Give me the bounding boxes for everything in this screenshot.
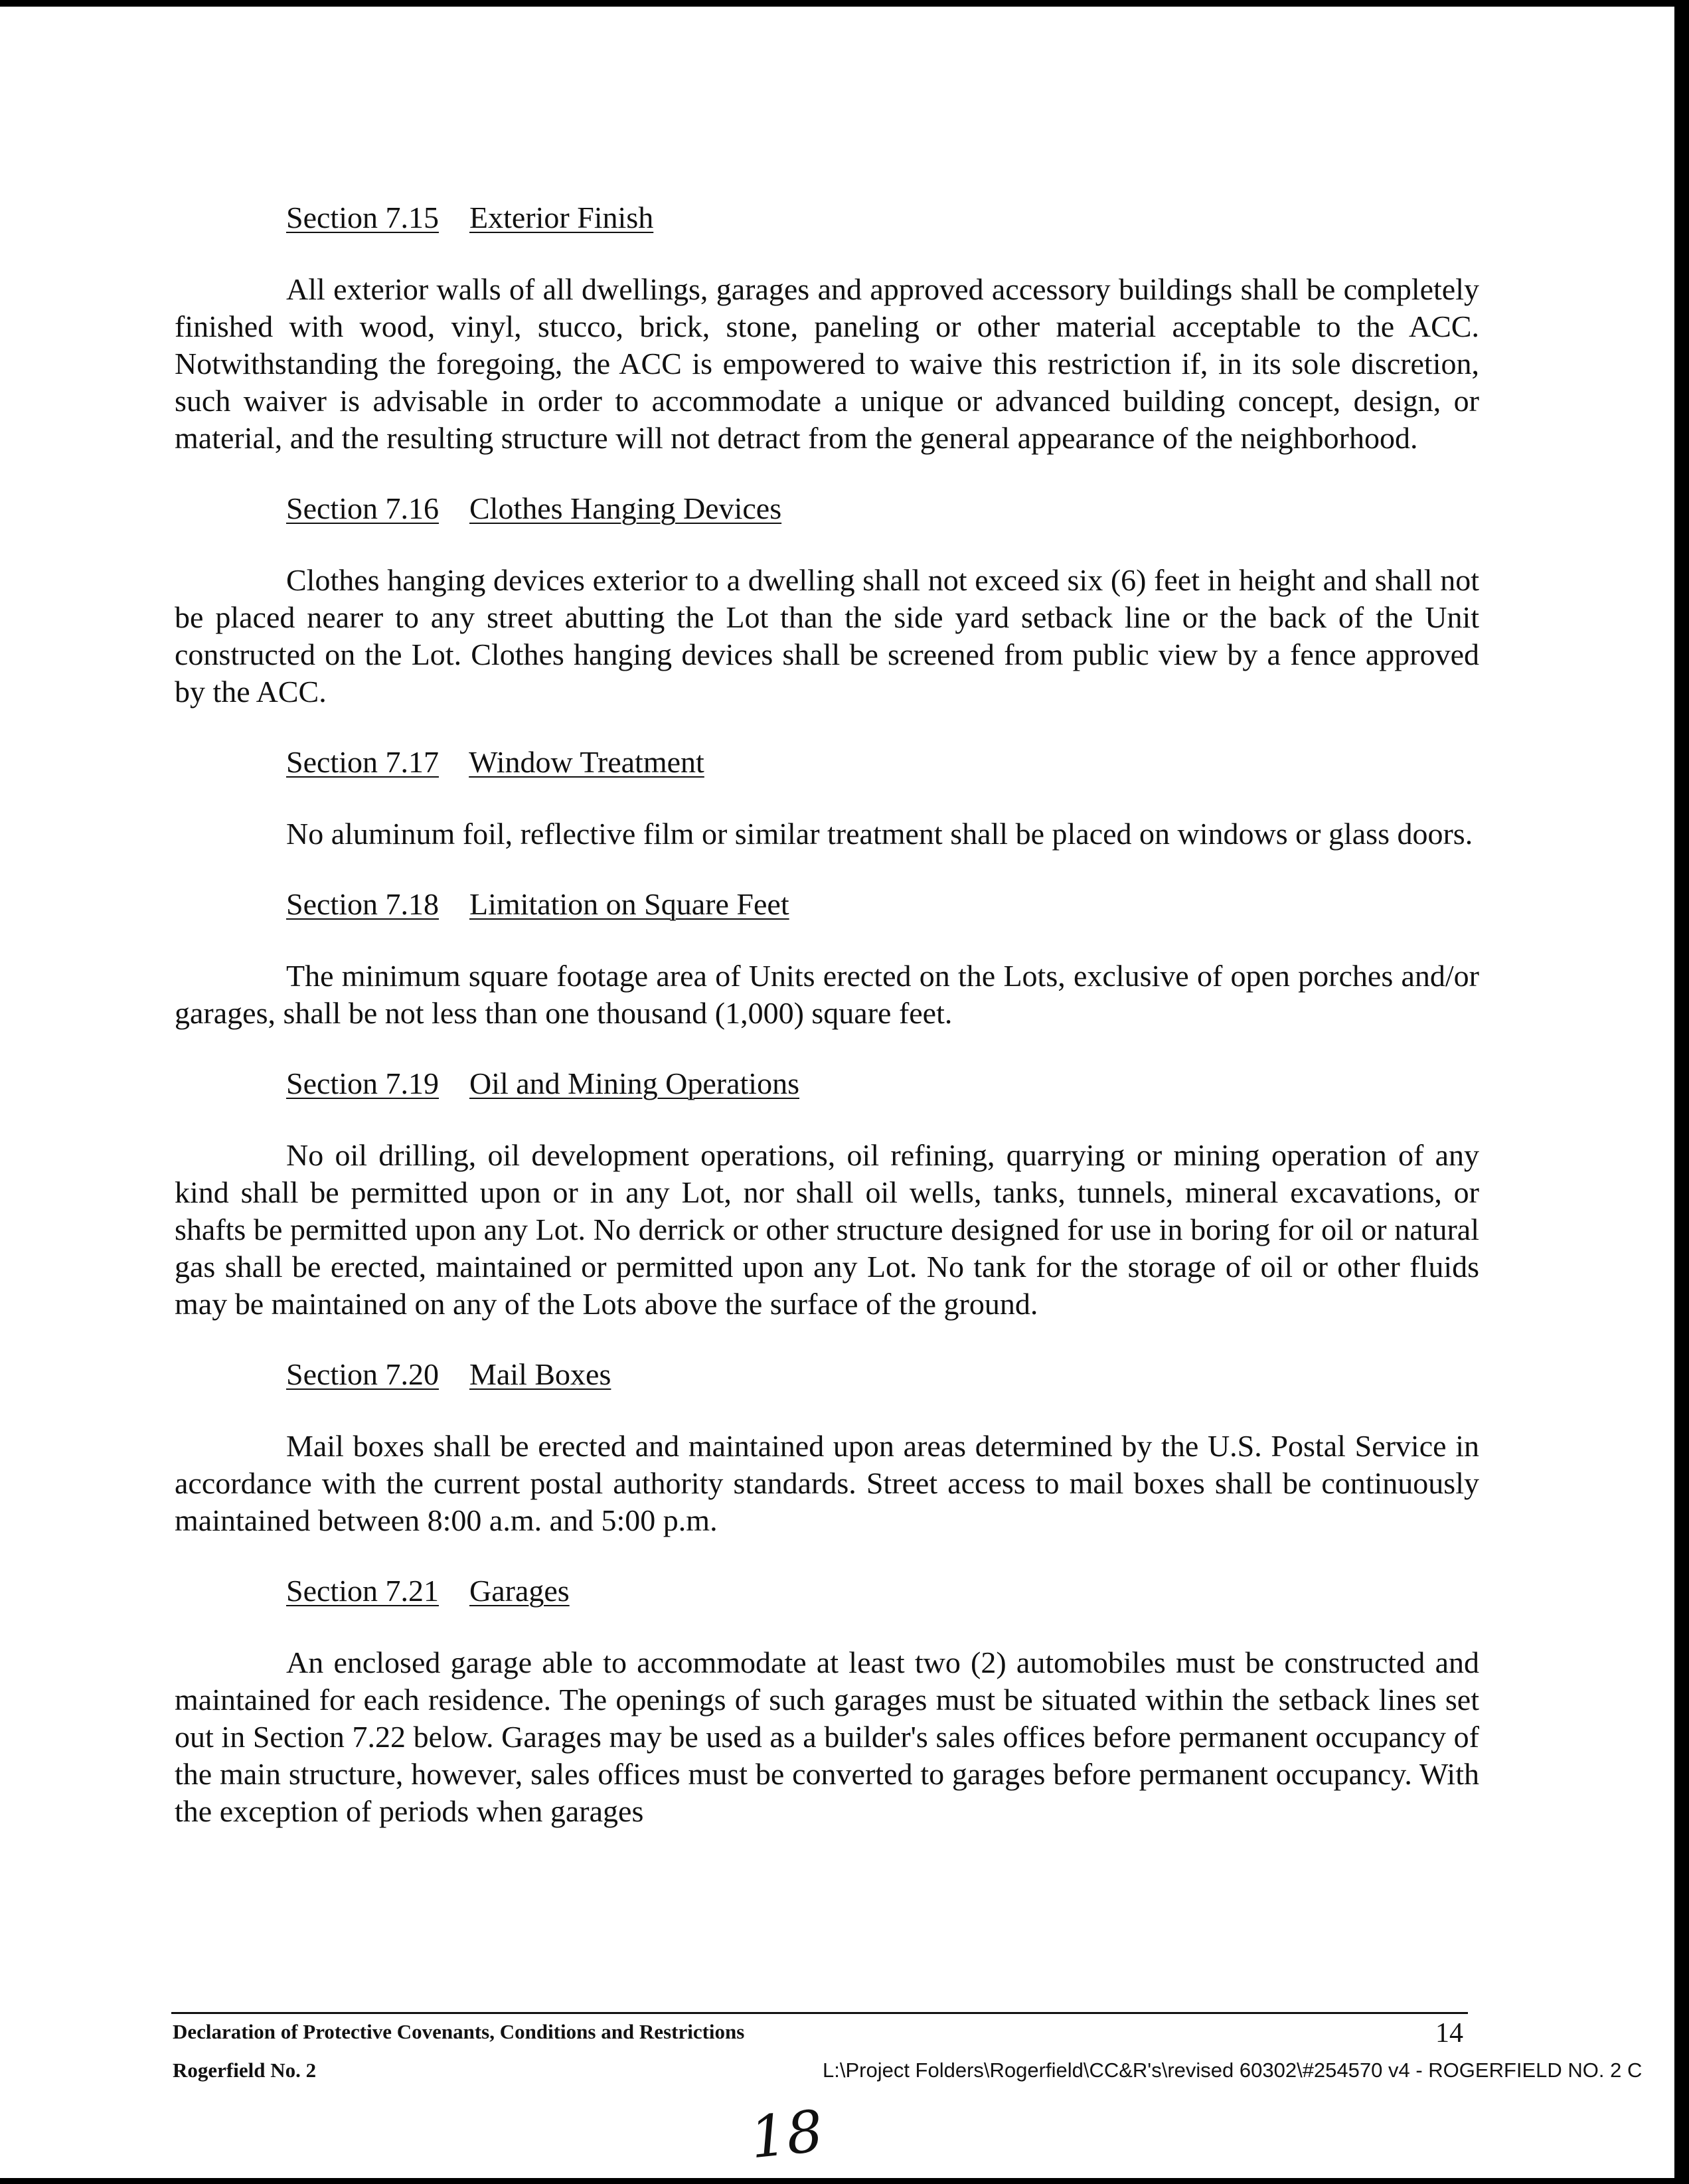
section-title: Window Treatment bbox=[469, 745, 704, 779]
footer-subtitle: Rogerfield No. 2 bbox=[173, 2058, 317, 2082]
section-7-17 bbox=[175, 744, 1479, 853]
section-body: The minimum square footage area of Units erected on the Lots, exclusive of open porches and/or garages, shall be not less than one thousand (1,000) square feet. bbox=[175, 959, 1479, 1030]
section-title: Limitation on Square Feet bbox=[469, 887, 789, 921]
section-title: Clothes Hanging Devices bbox=[469, 491, 782, 525]
handwritten-page-number: 18 bbox=[747, 2098, 827, 2172]
section-body: Clothes hanging devices exterior to a dwelling shall not exceed six (6) feet in height and shall not be placed nearer to any street abutting the Lot than the side yard setback line or the back of the Unit constructed on the Lot. Clothes hanging devices shall be screened from public view by a fence approved by the ACC. bbox=[175, 563, 1479, 709]
section-number: Section 7.18 bbox=[286, 887, 439, 921]
section-number: Section 7.21 bbox=[286, 1574, 439, 1608]
document-body bbox=[175, 199, 1479, 1863]
section-number: Section 7.19 bbox=[286, 1066, 439, 1100]
scan-border-top bbox=[0, 0, 1689, 7]
section-7-18 bbox=[175, 886, 1479, 1032]
section-heading bbox=[286, 1065, 1479, 1102]
footer-page-number: 14 bbox=[1435, 2018, 1463, 2049]
section-body: An enclosed garage able to accommodate at least two (2) automobiles must be constructed and maintained for each residence. The openings of such garages must be situated within the setback lines set out in Section 7.22 below. Garages may be used as a builder's sales offices before permanent occupancy of the main structure, however, sales offices must be converted to garages before permanent occupancy. With the exception of periods when garages bbox=[175, 1645, 1479, 1828]
section-number: Section 7.20 bbox=[286, 1357, 439, 1391]
section-title: Garages bbox=[469, 1574, 570, 1608]
footer-document-title: Declaration of Protective Covenants, Conditions and Restrictions bbox=[173, 2020, 745, 2043]
section-7-20 bbox=[175, 1356, 1479, 1539]
scan-border-right bbox=[1674, 0, 1689, 2184]
section-title: Oil and Mining Operations bbox=[469, 1066, 799, 1100]
section-7-15 bbox=[175, 199, 1479, 457]
section-number: Section 7.15 bbox=[286, 201, 439, 234]
footer-divider bbox=[171, 2012, 1468, 2014]
section-heading bbox=[286, 1572, 1479, 1610]
section-heading bbox=[286, 490, 1479, 527]
section-number: Section 7.16 bbox=[286, 491, 439, 525]
section-heading bbox=[286, 886, 1479, 923]
section-heading bbox=[286, 199, 1479, 236]
section-body: No oil drilling, oil development operations, oil refining, quarrying or mining operation of any kind shall be permitted upon or in any Lot, nor shall oil wells, tanks, tunnels, mineral excavations, or shafts be permitted upon any Lot. No derrick or other structure designed for use in boring for oil or natural gas shall be erected, maintained or permitted upon any Lot. No tank for the storage of oil or other fluids may be maintained on any of the Lots above the surface of the ground. bbox=[175, 1138, 1479, 1321]
section-body: All exterior walls of all dwellings, garages and approved accessory buildings shall be completely finished with wood, vinyl, stucco, brick, stone, paneling or other material acceptable to the ACC. Notwithstanding the foregoing, the ACC is empowered to waive this restriction if, in its sole discretion, such waiver is advisable in order to accommodate a unique or advanced building concept, design, or material, and the resulting structure will not detract from the general appearance of the neighborhood. bbox=[175, 272, 1479, 455]
scan-border-bottom bbox=[0, 2178, 1689, 2184]
section-body: No aluminum foil, reflective film or similar treatment shall be placed on windows or glass doors. bbox=[286, 817, 1473, 851]
section-7-19 bbox=[175, 1065, 1479, 1323]
section-7-16 bbox=[175, 490, 1479, 711]
footer-file-path: L:\Project Folders\Rogerfield\CC&R's\revised 60302\#254570 v4 - ROGERFIELD NO. 2 C bbox=[823, 2058, 1643, 2082]
section-heading bbox=[286, 1356, 1479, 1393]
section-title: Exterior Finish bbox=[469, 201, 654, 234]
section-title: Mail Boxes bbox=[469, 1357, 611, 1391]
section-7-21 bbox=[175, 1572, 1479, 1830]
section-number: Section 7.17 bbox=[286, 745, 439, 779]
section-heading bbox=[286, 744, 1479, 781]
section-body: Mail boxes shall be erected and maintained upon areas determined by the U.S. Postal Service in accordance with the current postal authority standards. Street access to mail boxes shall be continuously maintained between 8:00 a.m. and 5:00 p.m. bbox=[175, 1429, 1479, 1537]
